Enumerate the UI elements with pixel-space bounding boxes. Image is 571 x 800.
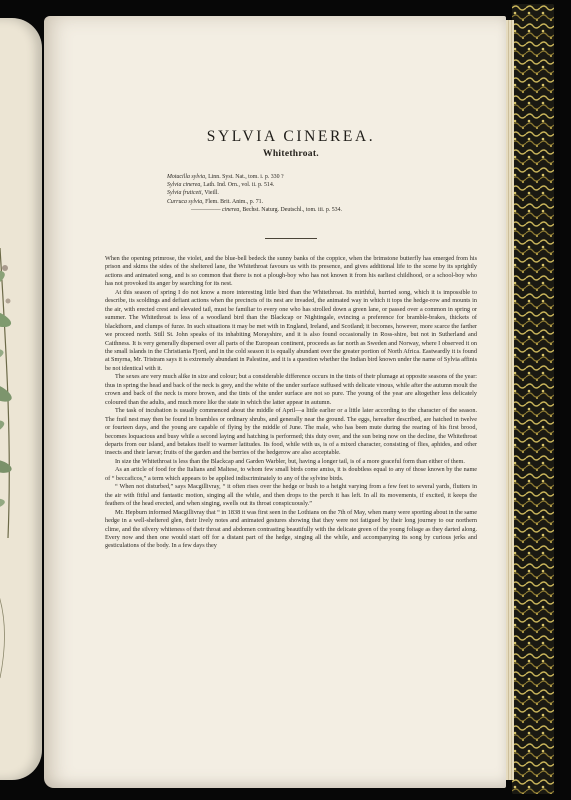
body-paragraph: Mr. Hepburn informed Macgillivray that “ in 1838 it was first seen in the Lothians on the 7th of May, when many were sporting about in the same hedge in a well-sheltered glen, their lively notes and animated gestures showing that they were not fatigued by their long journey to our northern clime, and the silvery whiteness of their throat and abdomen contrasting beautifully with the delicate green of the young foliage as they darted along. Every now and then one would start off for a distant part of the hedge, singing all the while, and accompanying its song by curious jerks and gesticulations of the body. In a few days they [105,508,477,550]
marbled-cover-pattern [512,4,554,794]
body-paragraph: At this season of spring I do not know a more interesting little bird than the Whitethroat. Its mirthful, hurried song, which it is impossible to describe, its scoldings and defiant actions when the precincts of its nest are invaded, the animated way in which it tops the hedge-row and mounts in the air, with erected crest and elevated tail, must be familiar to every one who has strolled down a green lane, or passed over a common in spring or summer. The Whitethroat is less of a woodland bird than the Blackcap or Nightingale, evincing a preference for bramble-brakes, thickets of blackthorn, and clumps of furze. In such situations it may be met with in England, Ireland, and Scotland; it becomes, however, more scarce the farther we proceed north. Still St. John speaks of its inhabiting Morayshire, and it is also found occasionally in Ross-shire, but not in Sutherland and Caithness. It is very generally dispersed over all parts of the European continent, proceeds as far north as Sweden and Norway, where I observed it on the small islands in the Christiania Fjord, and in the cold season it is equally abundant over the greater portion of North Africa. Eastwardly it is found at Smyrna, Mr. Tristram says it is extremely abundant in Palestine, and it is a question whether the Indian bird known under the name of Sylvia affinis be not identical with it. [105,288,477,372]
synonym-name: Sylvia fruticeti, [167,190,203,197]
body-paragraph: As an article of food for the Italians and Maltese, to whom few small birds come amiss, it is doubtless equal to any of those known by the name of “ beccaficos,” a term which appears to be applied indiscriminately to any of the sylvine birds. [105,466,477,482]
book-cover-edge [512,4,554,794]
synonym-reference: Vieill. [203,190,219,197]
synonym-reference: Flem. Brit. Anim., p. 71. [203,198,264,205]
synonym-reference: Lath. Ind. Orn., vol. ii. p. 514. [201,182,275,189]
page-subtitle: Whitethroat. [263,149,319,159]
page-title: SYLVIA CINEREA. [206,128,376,145]
synonym-list [167,173,477,214]
body-paragraph: The task of incubation is usually commenced about the middle of April—a little earlier or a little later according to the character of the season. The frail nest may then be found in brambles or ordinary shrubs, and generally near the ground. The eggs, hereafter described, are hatched in twelve or fourteen days, and the young are capable of flying by the middle of June. The male, who has been mute during the rearing of his first brood, becomes loquacious and busy while a second laying and hatching is performed; this duty over, and the sun being now on the decline, the Whitethroat departs from our island, and betakes itself to warmer latitudes. Its food, while with us, is of a mixed character, consisting of flies, aphides, and other insects and their larvæ; fruits of the garden and the berries of the hedgerow are also acceptable. [105,407,477,457]
body-paragraph: When the opening primrose, the violet, and the blue-bell bedeck the sunny banks of the coppice, when the brimstone butterfly has emerged from his prison and skims the sides of the sheltered lane, the Whitethroat favours us with its presence, and gives additional life to the scene by its sprightly actions and animated song, and is so common that there is not a plough-boy who has not known it from his earliest childhood, or a school-boy who has not provoked its anger by searching for its nest. [105,255,477,288]
body-paragraph: The sexes are very much alike in size and colour; but a considerable difference occurs in the tints of their plumage at opposite seasons of the year: thus in spring the head and back of the neck is grey, and the white of the under surface suffused with delicate vinous, while after the autumn moult the crown and back of the neck is more brown, and the tints of the under surface are not so pure. The young of the year are altogether less delicately coloured than the adults, and much more like the state in which the latter appear in autumn. [105,373,477,406]
synonym-item [167,189,477,197]
body-paragraph: In size the Whitethroat is less than the Blackcap and Garden Warbler, but, having a longer tail, is of a more graceful form than either of them. [115,457,465,465]
plant-illustration [0,18,42,780]
synonym-item [167,181,477,189]
body-text [105,255,477,551]
body-paragraph: “ When not disturbed,” says Macgillivray, “ it often rises over the hedge or bush to a height varying from a few feet to several yards, flutters in the air with fitful and fantastic motion, singing all the while, and then drops to the perch it has left. In all its movements, if excited, it keeps the feathers of the head erected, and when singing, swells out its throat conspicuously.” [105,483,477,508]
synonym-reference: Bechst. Naturg. Deutschl., tom. iii. p. 534. [240,206,343,213]
synonym-item: ————— cinerea, Bechst. Naturg. Deutschl., tom. iii. p. 534. [191,206,343,213]
synonym-name: cinerea, [221,206,241,213]
synonym-reference: Linn. Syst. Nat., tom. i. p. 330 ? [206,174,284,180]
synonym-name: Motacilla sylvia, [167,174,207,180]
page-content [105,128,477,551]
synonym-name: Curruca sylvia, [167,198,204,205]
section-divider [265,238,317,239]
synonym-name: Sylvia cinerea, [167,182,202,189]
synonym-item [167,198,477,206]
synonym-item [167,173,477,181]
left-page-illustration [0,18,42,780]
